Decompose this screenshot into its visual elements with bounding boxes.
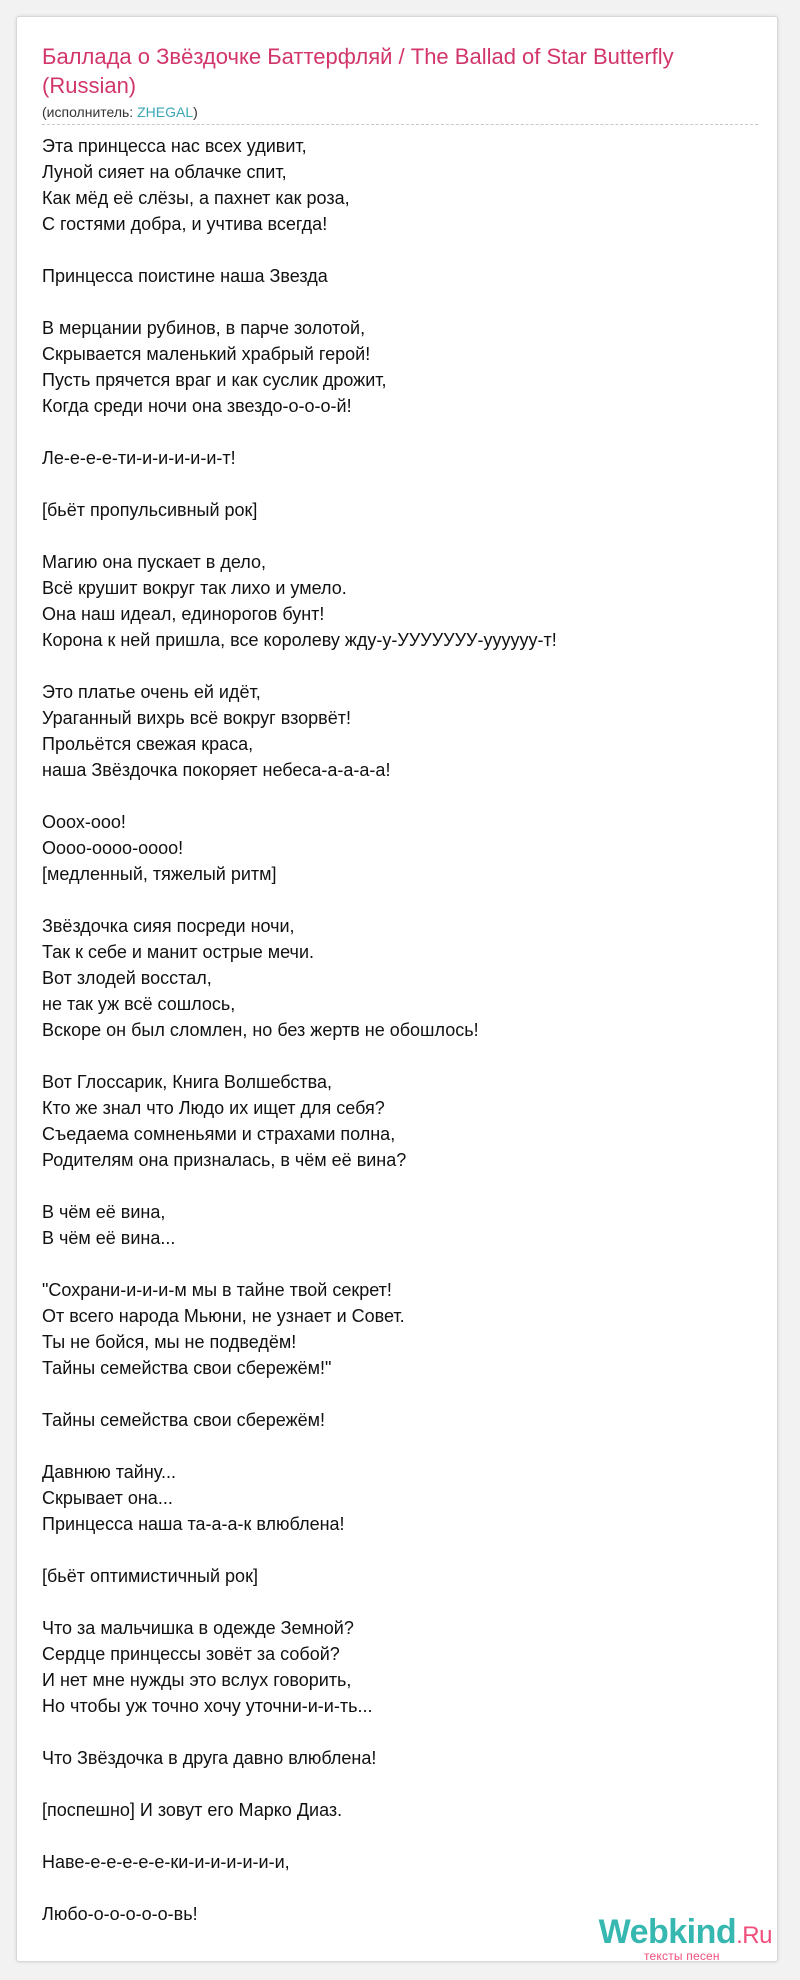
lyrics-line: Она наш идеал, единорогов бунт! xyxy=(42,604,325,624)
lyrics-line: Кто же знал что Людо их ищет для себя? xyxy=(42,1098,385,1118)
site-logo[interactable] xyxy=(582,1912,772,1966)
lyrics-line: Ураганный вихрь всё вокруг взорвёт! xyxy=(42,708,351,728)
lyrics-line: Оооо-оооо-оооо! xyxy=(42,838,184,858)
lyrics-line: "Сохрани-и-и-и-м мы в тайне твой секрет! xyxy=(42,1280,392,1300)
lyrics-line: Скрывает она... xyxy=(42,1488,173,1508)
lyrics-line: Тайны семейства свои сбережём! xyxy=(42,1410,325,1430)
lyrics-line: Вот злодей восстал, xyxy=(42,968,212,988)
lyrics-line: Это платье очень ей идёт, xyxy=(42,682,261,702)
logo-suffix: .Ru xyxy=(736,1922,772,1949)
lyrics-line: [поспешно] И зовут его Марко Диаз. xyxy=(42,1800,343,1820)
lyrics-stanza xyxy=(42,913,742,1043)
lyrics-line: Принцесса поистине наша Звезда xyxy=(42,266,328,286)
lyrics-line: Луной сияет на облачке спит, xyxy=(42,162,287,182)
lyrics-stanza xyxy=(42,1199,742,1251)
lyrics-stanza xyxy=(42,809,742,887)
lyrics-stanza xyxy=(42,1615,742,1719)
lyrics-line: Эта принцесса нас всех удивит, xyxy=(42,136,307,156)
artist-link[interactable]: ZHEGAL xyxy=(137,104,194,120)
lyrics-line: [бьёт оптимистичный рок] xyxy=(42,1566,258,1586)
lyrics-stanza xyxy=(42,1069,742,1173)
lyrics-line: Пусть прячется враг и как суслик дрожит, xyxy=(42,370,387,390)
lyrics-line: Всё крушит вокруг так лихо и умело. xyxy=(42,578,347,598)
lyrics-stanza xyxy=(42,1407,742,1433)
lyrics-line: Съедаема сомненьями и страхами полна, xyxy=(42,1124,396,1144)
lyrics-line: Родителям она призналась, в чём её вина? xyxy=(42,1150,407,1170)
logo-word: Webkind xyxy=(598,1913,737,1951)
lyrics-line: Любо-о-о-о-о-о-вь! xyxy=(42,1904,198,1924)
lyrics-line: Вскоре он был сломлен, но без жертв не обошлось! xyxy=(42,1020,479,1040)
lyrics-stanza xyxy=(42,1849,742,1875)
lyrics-line: Что за мальчишка в одежде Земной? xyxy=(42,1618,354,1638)
lyrics-line: В чём её вина, xyxy=(42,1202,166,1222)
lyrics-line: Ты не бойся, мы не подведём! xyxy=(42,1332,297,1352)
lyrics-stanza xyxy=(42,445,742,471)
lyrics-line: В мерцании рубинов, в парче золотой, xyxy=(42,318,366,338)
lyrics-stanza xyxy=(42,263,742,289)
lyrics-line: Ле-е-е-е-ти-и-и-и-и-и-т! xyxy=(42,448,236,468)
lyrics-line: С гостями добра, и учтива всегда! xyxy=(42,214,328,234)
lyrics-stanza xyxy=(42,1563,742,1589)
lyrics-line: Так к себе и манит острые мечи. xyxy=(42,942,314,962)
lyrics-stanza xyxy=(42,315,742,419)
lyrics-line: Как мёд её слёзы, а пахнет как роза, xyxy=(42,188,350,208)
title-divider xyxy=(42,124,758,125)
lyrics-line: Тайны семейства свои сбережём!" xyxy=(42,1358,332,1378)
artist-line xyxy=(42,103,198,121)
lyrics-stanza xyxy=(42,497,742,523)
lyrics-line: Наве-е-е-е-е-е-ки-и-и-и-и-и-и, xyxy=(42,1852,290,1872)
lyrics-line: В чём её вина... xyxy=(42,1228,176,1248)
artist-prefix: (исполнитель: xyxy=(42,104,138,120)
lyrics-stanza xyxy=(42,1745,742,1771)
lyrics-stanza xyxy=(42,679,742,783)
lyrics-line: [медленный, тяжелый ритм] xyxy=(42,864,277,884)
lyrics-stanza xyxy=(42,1797,742,1823)
lyrics-line: От всего народа Мьюни, не узнает и Совет. xyxy=(42,1306,405,1326)
lyrics-line: Но чтобы уж точно хочу уточни-и-и-ть... xyxy=(42,1696,373,1716)
lyrics-line: [бьёт пропульсивный рок] xyxy=(42,500,258,520)
lyrics-line: Давнюю тайну... xyxy=(42,1462,176,1482)
lyrics-line: Сердце принцессы зовёт за собой? xyxy=(42,1644,340,1664)
lyrics-stanza xyxy=(42,133,742,237)
lyrics-stanza xyxy=(42,1277,742,1381)
lyrics-line: Принцесса наша та-а-а-к влюблена! xyxy=(42,1514,345,1534)
lyrics-line: Звёздочка сияя посреди ночи, xyxy=(42,916,295,936)
lyrics-stanza xyxy=(42,1459,742,1537)
lyrics-line: Скрывается маленький храбрый герой! xyxy=(42,344,371,364)
lyrics-line: наша Звёздочка покоряет небеса-а-а-а-а! xyxy=(42,760,391,780)
lyrics-text xyxy=(42,133,742,1927)
song-title: Баллада о Звёздочке Баттерфляй / The Ballad of Star Butterfly (Russian) xyxy=(42,44,674,98)
lyrics-line: Магию она пускает в дело, xyxy=(42,552,266,572)
lyrics-line: Вот Глоссарик, Книга Волшебства, xyxy=(42,1072,333,1092)
logo-tagline: тексты песен xyxy=(644,1949,720,1963)
lyrics-line: И нет мне нужды это вслух говорить, xyxy=(42,1670,352,1690)
lyrics-line: не так уж всё сошлось, xyxy=(42,994,236,1014)
lyrics-line: Когда среди ночи она звездо-о-о-о-й! xyxy=(42,396,352,416)
lyrics-line: Ооох-ооо! xyxy=(42,812,126,832)
lyrics-line: Корона к ней пришла, все королеву жду-у-УУУУУУУ-уууууу-т! xyxy=(42,630,557,650)
lyrics-line: Что Звёздочка в друга давно влюблена! xyxy=(42,1748,377,1768)
lyrics-stanza xyxy=(42,549,742,653)
lyrics-line: Прольётся свежая краса, xyxy=(42,734,254,754)
artist-suffix: ) xyxy=(193,104,198,120)
